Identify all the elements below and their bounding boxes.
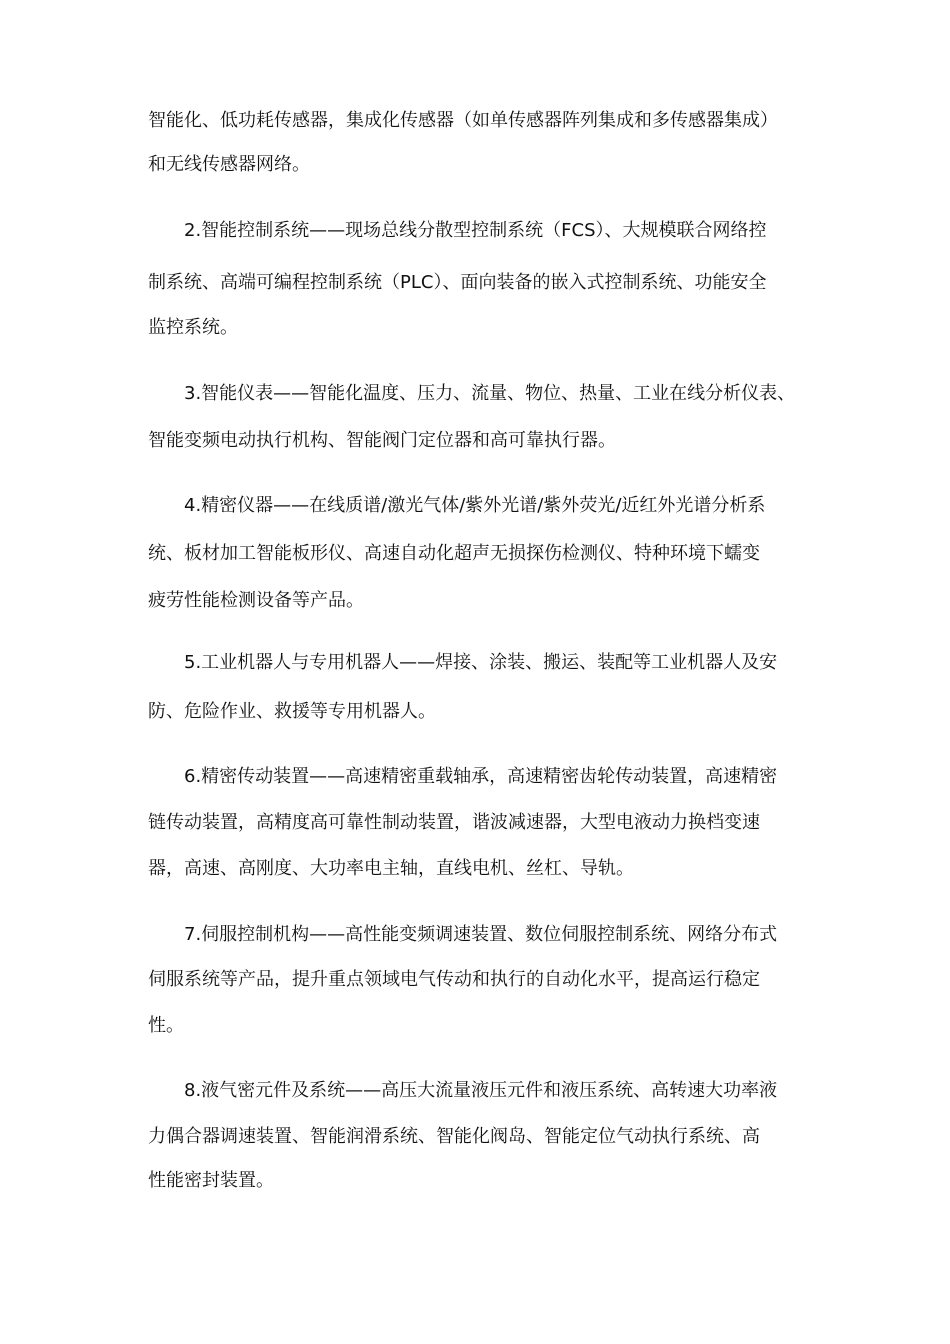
paragraph-line: 7.伺服控制机构——高性能变频调速装置、数位伺服控制系统、网络分布式 — [184, 924, 778, 945]
paragraph-line: 疲劳性能检测设备等产品。 — [148, 590, 364, 611]
paragraph-line: 监控系统。 — [148, 317, 238, 338]
paragraph-line: 性能密封装置。 — [148, 1170, 274, 1191]
paragraph-line: 2.智能控制系统——现场总线分散型控制系统（FCS）、大规模联合网络控 — [184, 220, 767, 241]
paragraph-line: 智能化、低功耗传感器，集成化传感器（如单传感器阵列集成和多传感器集成） — [148, 110, 778, 131]
paragraph-line: 智能变频电动执行机构、智能阀门定位器和高可靠执行器。 — [148, 430, 616, 451]
paragraph-line: 防、危险作业、救援等专用机器人。 — [148, 701, 436, 722]
paragraph-line: 4.精密仪器——在线质谱/激光气体/紫外光谱/紫外荧光/近红外光谱分析系 — [184, 495, 766, 516]
paragraph-line: 器，高速、高刚度、大功率电主轴，直线电机、丝杠、导轨。 — [148, 858, 634, 879]
paragraph-line: 制系统、高端可编程控制系统（PLC）、面向装备的嵌入式控制系统、功能安全 — [148, 272, 767, 293]
paragraph-line: 伺服系统等产品，提升重点领域电气传动和执行的自动化水平，提高运行稳定 — [148, 969, 760, 990]
paragraph-line: 8.液气密元件及系统——高压大流量液压元件和液压系统、高转速大功率液 — [184, 1080, 778, 1101]
paragraph-line: 链传动装置，高精度高可靠性制动装置，谐波减速器，大型电液动力换档变速 — [148, 812, 760, 833]
paragraph-line: 统、板材加工智能板形仪、高速自动化超声无损探伤检测仪、特种环境下蠕变 — [148, 543, 760, 564]
paragraph-line: 6.精密传动装置——高速精密重载轴承，高速精密齿轮传动装置，高速精密 — [184, 766, 778, 787]
paragraph-line: 和无线传感器网络。 — [148, 154, 310, 175]
paragraph-line: 力偶合器调速装置、智能润滑系统、智能化阀岛、智能定位气动执行系统、高 — [148, 1126, 760, 1147]
paragraph-line: 5.工业机器人与专用机器人——焊接、涂装、搬运、装配等工业机器人及安 — [184, 652, 778, 673]
paragraph-line: 性。 — [148, 1015, 184, 1036]
paragraph-line: 3.智能仪表——智能化温度、压力、流量、物位、热量、工业在线分析仪表、 — [184, 383, 796, 404]
